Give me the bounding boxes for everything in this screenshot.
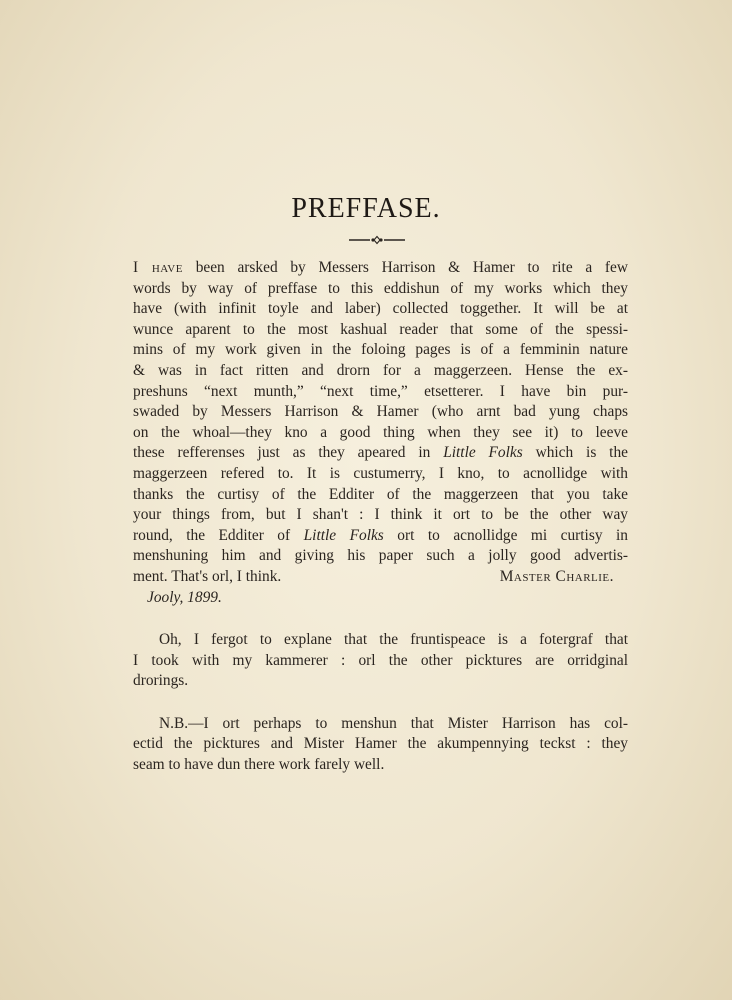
text-line: which is the (522, 444, 628, 462)
text-line: ment. That's orl, I think. (133, 567, 282, 585)
italic-title: Little Folks (443, 444, 523, 462)
text-line: maggerzeen refered to. It is custumerry, I kno, to acnollidge with (133, 464, 628, 482)
date-line: Jooly, 1899. (147, 588, 222, 606)
text-line: menshuning him and giving his paper such a jolly good advertis- (133, 547, 628, 565)
preface-paragraph-3 (133, 714, 628, 776)
text-line: round, the Edditer of (133, 526, 304, 544)
preface-body (133, 258, 628, 776)
text-line: seam to have dun there work farely well. (133, 756, 385, 774)
text-line: wunce aparent to the most kashual reader that some of the spessi- (133, 320, 628, 338)
text-line: have (with infinit toyle and laber) collected toggether. It will be at (133, 300, 628, 318)
signature: Master Charlie. (499, 567, 614, 585)
text-line: your things from, but I shan't : I think it ort to be the other way (133, 506, 628, 524)
text-line: & was in fact ritten and drorn for a maggerzeen. Hense the ex- (133, 361, 628, 379)
text-line: ectid the picktures and Mister Hamer the akumpennying teckst : they (133, 735, 628, 753)
text-line: Oh, I fergot to explane that the fruntispeace is a fotergraf that (159, 631, 628, 649)
page-title: PREFFASE. (291, 193, 441, 224)
text-line: words by way of preffase to this eddishun of my works which they (133, 279, 628, 297)
text-line: ort to acnollidge mi curtisy in (383, 526, 628, 544)
italic-title: Little Folks (303, 526, 384, 544)
text-line: swaded by Messers Harrison & Hamer (who arnt bad yung chaps (133, 403, 628, 421)
preface-paragraph-2 (133, 630, 628, 692)
text-line: N.B.—I ort perhaps to menshun that Mister Harrison has col- (159, 714, 628, 732)
text-line: mins of my work given in the foloing pages is of a femminin nature (133, 341, 628, 359)
text-line: been arsked by Messers Harrison & Hamer to rite a few (182, 259, 628, 276)
lead-caps: I have (133, 259, 183, 276)
title-ornament-divider (349, 235, 405, 245)
text-line: thanks the curtisy of the Edditer of the maggerzeen that you take (133, 485, 628, 503)
text-line: I took with my kammerer : orl the other picktures are orridginal (133, 651, 628, 669)
closing-line (133, 567, 628, 588)
preface-paragraph-1 (133, 258, 628, 608)
text-line: preshuns “next munth,” “next time,” etsetterer. I have bin pur- (133, 382, 628, 400)
text-line: on the whoal—they kno a good thing when they see it) to leeve (133, 423, 628, 441)
text-line: drorings. (133, 672, 189, 690)
text-line: these refferenses just as they apeared in (133, 444, 444, 462)
